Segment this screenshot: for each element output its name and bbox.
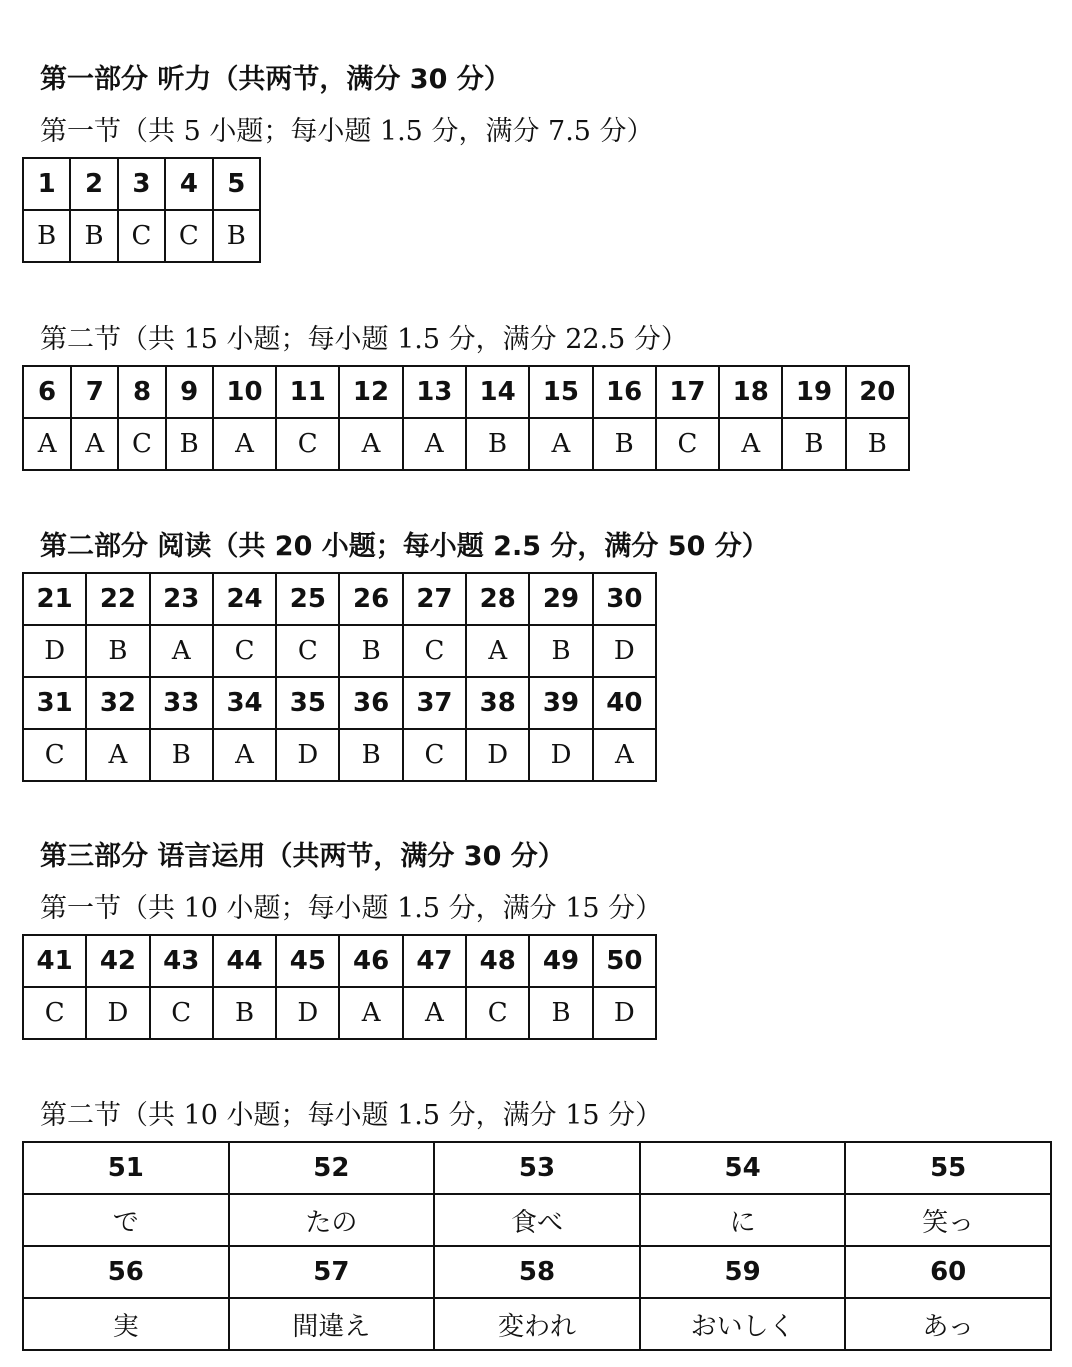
answer-cell: おいしく (640, 1298, 846, 1350)
answer-cell: 笑っ (845, 1194, 1051, 1246)
question-number-cell: 23 (150, 573, 213, 625)
answer-cell: A (403, 987, 466, 1039)
answer-cell: B (339, 625, 402, 677)
answer-cell: C (118, 210, 165, 262)
answer-cell: D (276, 987, 339, 1039)
question-number-cell: 14 (466, 366, 529, 418)
question-number-row (23, 1142, 1051, 1194)
answer-cell: A (466, 625, 529, 677)
part3-section1-title: 第一节（共 10 小题；每小题 1.5 分，满分 15 分） (40, 893, 663, 924)
part2-title: 第二部分 阅读（共 20 小题；每小题 2.5 分，满分 50 分） (40, 531, 769, 562)
question-number-cell: 26 (339, 573, 402, 625)
answer-cell: C (403, 729, 466, 781)
answer-cell: B (23, 210, 70, 262)
answer-row (23, 987, 656, 1039)
question-number-cell: 10 (213, 366, 276, 418)
question-number-cell: 3 (118, 158, 165, 210)
answer-cell: B (339, 729, 402, 781)
question-number-cell: 49 (529, 935, 592, 987)
answer-cell: C (23, 987, 86, 1039)
part1-section2-title: 第二节（共 15 小题；每小题 1.5 分，满分 22.5 分） (40, 324, 688, 355)
question-number-row (23, 366, 909, 418)
question-number-cell: 45 (276, 935, 339, 987)
answer-cell: B (150, 729, 213, 781)
answer-cell: C (150, 987, 213, 1039)
answer-cell: D (23, 625, 86, 677)
answer-table-41-50 (22, 934, 657, 1040)
question-number-cell: 30 (593, 573, 656, 625)
answer-cell: 食べ (434, 1194, 640, 1246)
question-number-cell: 39 (529, 677, 592, 729)
answer-row (23, 1194, 1051, 1246)
question-number-cell: 25 (276, 573, 339, 625)
question-number-cell: 17 (656, 366, 719, 418)
answer-cell: A (719, 418, 782, 470)
answer-cell: たの (229, 1194, 435, 1246)
question-number-cell: 58 (434, 1246, 640, 1298)
question-number-cell: 59 (640, 1246, 846, 1298)
answer-cell: C (276, 418, 339, 470)
answer-cell: B (166, 418, 213, 470)
answer-cell: あっ (845, 1298, 1051, 1350)
answer-row (23, 1298, 1051, 1350)
question-number-cell: 55 (845, 1142, 1051, 1194)
answer-cell: A (339, 987, 402, 1039)
question-number-cell: 48 (466, 935, 529, 987)
answer-cell: A (86, 729, 149, 781)
question-number-cell: 40 (593, 677, 656, 729)
answer-cell: に (640, 1194, 846, 1246)
question-number-cell: 43 (150, 935, 213, 987)
question-number-cell: 60 (845, 1246, 1051, 1298)
question-number-cell: 33 (150, 677, 213, 729)
answer-cell: C (213, 625, 276, 677)
answer-cell: D (276, 729, 339, 781)
answer-cell: 変われ (434, 1298, 640, 1350)
question-number-row (23, 1246, 1051, 1298)
question-number-cell: 50 (593, 935, 656, 987)
answer-cell: A (71, 418, 118, 470)
question-number-cell: 47 (403, 935, 466, 987)
answer-row (23, 729, 656, 781)
answer-table-51-60 (22, 1141, 1052, 1351)
answer-cell: B (213, 987, 276, 1039)
answer-cell: B (213, 210, 260, 262)
question-number-cell: 20 (846, 366, 909, 418)
answer-cell: A (339, 418, 402, 470)
answer-table-6-20 (22, 365, 910, 471)
part3-section2-title: 第二节（共 10 小题；每小题 1.5 分，满分 15 分） (40, 1100, 663, 1131)
question-number-cell: 8 (118, 366, 165, 418)
answer-cell: B (593, 418, 656, 470)
answer-row (23, 625, 656, 677)
question-number-row (23, 573, 656, 625)
question-number-cell: 18 (719, 366, 782, 418)
answer-cell: A (213, 418, 276, 470)
question-number-cell: 22 (86, 573, 149, 625)
question-number-cell: 19 (782, 366, 845, 418)
question-number-cell: 38 (466, 677, 529, 729)
answer-cell: B (846, 418, 909, 470)
answer-table-1-5 (22, 157, 261, 263)
question-number-cell: 44 (213, 935, 276, 987)
question-number-cell: 34 (213, 677, 276, 729)
question-number-cell: 15 (529, 366, 592, 418)
answer-cell: C (23, 729, 86, 781)
question-number-row (23, 158, 260, 210)
answer-cell: B (86, 625, 149, 677)
answer-cell: A (529, 418, 592, 470)
answer-cell: D (593, 625, 656, 677)
answer-row (23, 418, 909, 470)
answer-cell: D (529, 729, 592, 781)
part1-section1-title: 第一节（共 5 小题；每小题 1.5 分，满分 7.5 分） (40, 116, 654, 147)
question-number-cell: 24 (213, 573, 276, 625)
answer-cell: C (118, 418, 165, 470)
answer-cell: A (23, 418, 71, 470)
answer-cell: B (529, 987, 592, 1039)
question-number-cell: 11 (276, 366, 339, 418)
part1-title: 第一部分 听力（共两节，满分 30 分） (40, 64, 511, 95)
question-number-cell: 13 (403, 366, 466, 418)
answer-cell: で (23, 1194, 229, 1246)
part3-title: 第三部分 语言运用（共两节，满分 30 分） (40, 841, 565, 872)
question-number-cell: 5 (213, 158, 260, 210)
question-number-cell: 52 (229, 1142, 435, 1194)
answer-cell: C (165, 210, 212, 262)
question-number-cell: 4 (165, 158, 212, 210)
answer-cell: C (466, 987, 529, 1039)
question-number-cell: 31 (23, 677, 86, 729)
question-number-row (23, 677, 656, 729)
question-number-cell: 46 (339, 935, 402, 987)
question-number-cell: 36 (339, 677, 402, 729)
question-number-row (23, 935, 656, 987)
question-number-cell: 54 (640, 1142, 846, 1194)
question-number-cell: 7 (71, 366, 118, 418)
answer-row (23, 210, 260, 262)
question-number-cell: 12 (339, 366, 402, 418)
question-number-cell: 29 (529, 573, 592, 625)
question-number-cell: 57 (229, 1246, 435, 1298)
answer-cell: A (403, 418, 466, 470)
answer-cell: B (529, 625, 592, 677)
question-number-cell: 1 (23, 158, 70, 210)
question-number-cell: 53 (434, 1142, 640, 1194)
question-number-cell: 2 (70, 158, 117, 210)
answer-cell: B (466, 418, 529, 470)
question-number-cell: 41 (23, 935, 86, 987)
answer-cell: D (466, 729, 529, 781)
answer-cell: D (86, 987, 149, 1039)
answer-cell: A (213, 729, 276, 781)
answer-cell: 実 (23, 1298, 229, 1350)
question-number-cell: 42 (86, 935, 149, 987)
answer-cell: C (403, 625, 466, 677)
question-number-cell: 27 (403, 573, 466, 625)
answer-cell: B (782, 418, 845, 470)
answer-cell: C (276, 625, 339, 677)
answer-cell: B (70, 210, 117, 262)
question-number-cell: 35 (276, 677, 339, 729)
question-number-cell: 9 (166, 366, 213, 418)
question-number-cell: 28 (466, 573, 529, 625)
answer-table-21-40 (22, 572, 657, 782)
answer-cell: A (150, 625, 213, 677)
question-number-cell: 32 (86, 677, 149, 729)
question-number-cell: 51 (23, 1142, 229, 1194)
question-number-cell: 37 (403, 677, 466, 729)
answer-cell: A (593, 729, 656, 781)
question-number-cell: 16 (593, 366, 656, 418)
answer-cell: C (656, 418, 719, 470)
answer-cell: 間違え (229, 1298, 435, 1350)
question-number-cell: 56 (23, 1246, 229, 1298)
question-number-cell: 6 (23, 366, 71, 418)
answer-cell: D (593, 987, 656, 1039)
question-number-cell: 21 (23, 573, 86, 625)
